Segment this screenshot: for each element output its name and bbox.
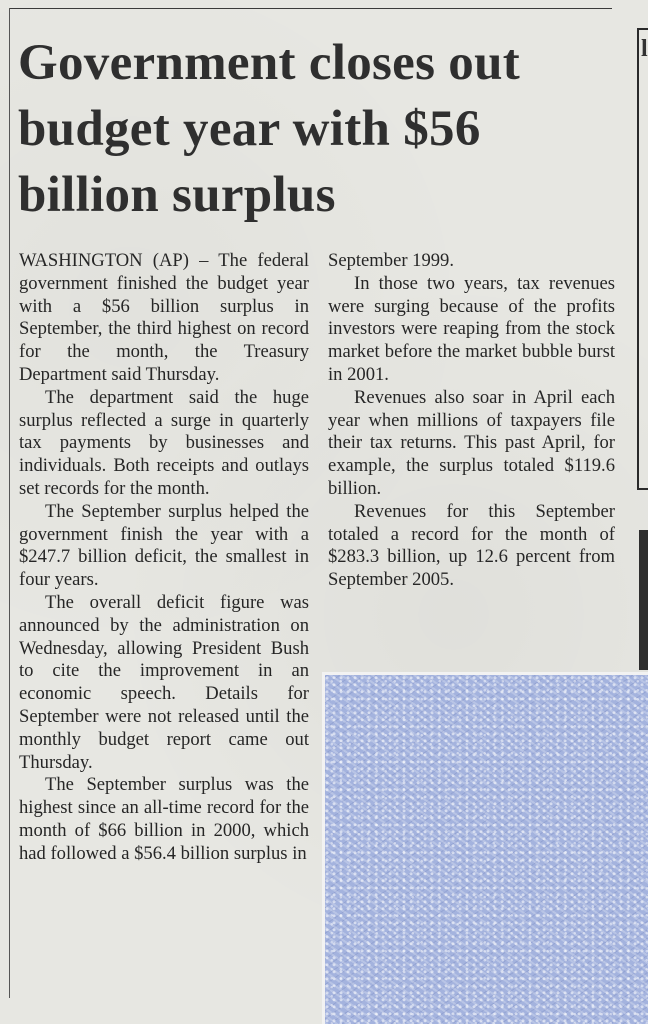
article-paragraph: In those two years, tax revenues were surging because of the profits investors were reaping from the stock market before the market bubble burst in 2001. (328, 272, 615, 385)
article-right-column (328, 250, 615, 592)
article-paragraph: The overall deficit figure was announced by the administration on Wednesday, allowing President Bush to cite the improvement in an economic speech. Details for September were not released until the monthly budget report came out Thursday. (19, 591, 309, 773)
article-paragraph: WASHINGTON (AP) – The federal government finished the budget year with a $56 billion surplus in September, the third highest on record for the month, the Treasury Department said Thursday. (19, 250, 309, 385)
article-paragraph: The September surplus was the highest since an all-time record for the month of $66 billion in 2000, which had followed a $56.4 billion surplus in (19, 774, 309, 864)
adjacent-dark-block (639, 530, 648, 670)
adjacent-box-rule (637, 28, 639, 490)
article-paragraph: September 1999. (328, 250, 454, 271)
article-paragraph: Revenues also soar in April each year when millions of taxpayers file their tax returns. This past April, for example, the surplus totaled $119.6 billion. (328, 386, 615, 499)
article-paragraph: The department said the huge surplus reflected a surge in quarterly tax payments by businesses and individuals. Both receipts and outlays set records for the month. (19, 386, 309, 499)
top-rule (10, 8, 612, 9)
article-paragraph: The September surplus helped the government finish the year with a $247.7 billion deficit, the smallest in four years. (19, 500, 309, 591)
article-paragraph: Revenues for this September totaled a record for the month of $283.3 billion, up 12.6 percent from September 2005. (328, 500, 615, 591)
left-column-rule (9, 8, 10, 998)
adjacent-edge-glyph: l (641, 36, 648, 62)
adjacent-box-bottom-rule (637, 488, 648, 490)
article-left-column (19, 250, 309, 866)
article-headline: Government closes out budget year with $56 billion surplus (18, 35, 521, 223)
blue-patterned-overlay (322, 672, 648, 1024)
